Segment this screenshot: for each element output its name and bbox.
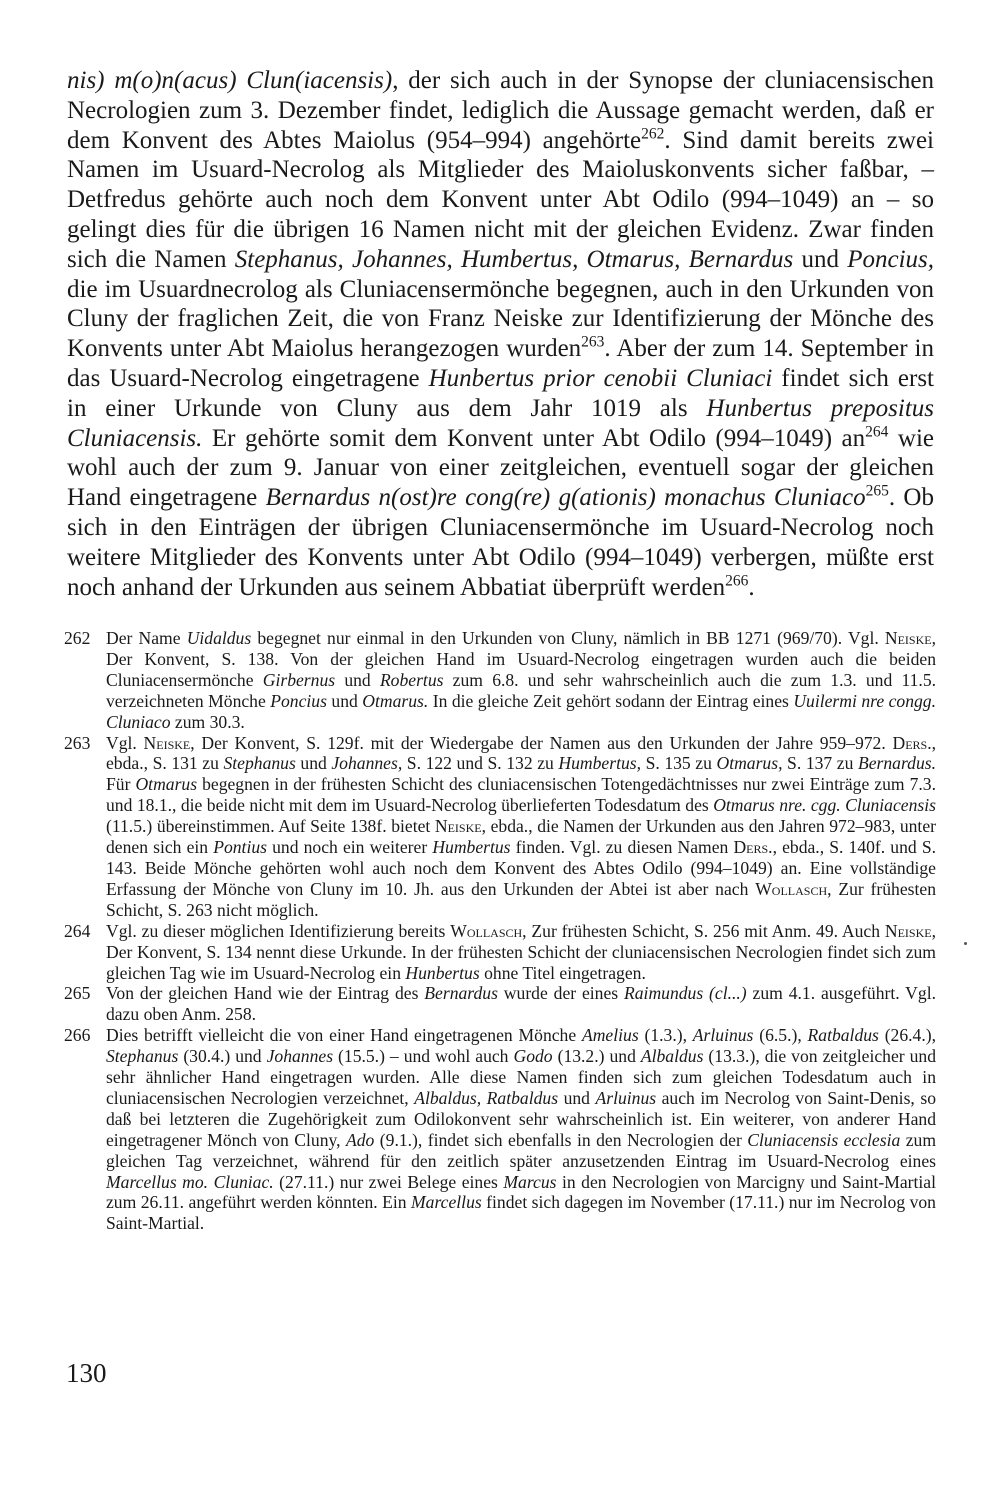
text-run: , Der Konvent, S. 138. Von der gleichen Hand im Usuard-Necrolog eingetragen wurden auch die beiden Cluniacensermönche (106, 628, 936, 690)
italic-text: Johannes (266, 1046, 334, 1067)
text-run: ohne Titel eingetragen. (479, 962, 646, 983)
text-run: zum 4.1. ausgeführt. Vgl. dazu oben Anm. 258. (106, 983, 936, 1025)
text-run: (6.5.), (753, 1025, 808, 1046)
author-name: Neiske (143, 732, 191, 753)
footnote-266 (64, 1025, 936, 1234)
footnote-marker: 265 (865, 482, 889, 500)
italic-text: Otmarus, (716, 753, 783, 774)
italic-text: Marcellus mo. Cluniac. (106, 1171, 274, 1192)
footnote-263 (64, 733, 936, 921)
italic-text: nis) m(o)n(acus) Clun(iacensis) (67, 67, 393, 94)
author-name: Wollasch (755, 878, 828, 899)
text-run: Der Name (106, 628, 187, 648)
text-run: findet sich dagegen im November (17.11.) nur im Necrolog von Saint-Martial. (106, 1192, 936, 1234)
text-run: (9.1.), findet sich ebenfalls in den Necrologien der (374, 1129, 748, 1150)
text-run: Für (106, 774, 136, 795)
text-run: ., ebda., S. 131 zu (106, 732, 937, 774)
author-name: Neiske (884, 628, 932, 648)
italic-text: Bernardus (424, 983, 498, 1004)
text-run: , der sich auch in der Synopse der cluniacensischen Necrologien zum 3. Dezember findet, lediglich die Aussage gemacht werden, daß er dem Konvent des Abtes Maiolus (954–994) angehörte (67, 67, 934, 154)
text-run: Vgl. zu dieser möglichen Identifizierung bereits (106, 920, 451, 941)
italic-text: Otmarus nre. cgg. Cluniacensis (713, 795, 936, 816)
italic-text: Otmarus (135, 774, 198, 795)
footnote-number: 263 (64, 732, 91, 753)
italic-text: Marcellus (411, 1192, 482, 1213)
italic-text: Cluniacensis ecclesia (747, 1129, 901, 1150)
text-run: wie wohl auch der zum 9. Januar von einer zeitgleichen, eventuell sogar der gleichen Hand eingetragene (67, 424, 934, 512)
author-name: Neiske (884, 920, 932, 941)
footnote-marker: 262 (641, 124, 665, 142)
text-run: (11.5.) übereinstimmen. Auf Seite 138f. bietet (106, 816, 435, 837)
footnote-265 (64, 983, 936, 1025)
text-run: zum 6.8. und sehr wahrscheinlich auch die zum 1.3. und 11.5. verzeichneten Mönche (106, 669, 937, 711)
italic-text: Stephanus, Johannes, Humbertus, Otmarus, Bernardus (234, 245, 794, 273)
text-run: S. 135 zu (641, 753, 717, 774)
text-run: (27.11.) nur zwei Belege eines (273, 1171, 504, 1192)
text-run: In die gleiche Zeit gehört sodann der Eintrag eines (428, 690, 794, 711)
italic-text: Otmarus. (362, 690, 429, 711)
text-run: und (793, 245, 848, 273)
text-run: Dies betrifft vielleicht die von einer Hand eingetragenen Mönche (106, 1025, 582, 1046)
text-run: . (748, 573, 755, 601)
text-run: und (295, 753, 332, 774)
text-run: , Der Konvent, S. 134 nennt diese Urkunde. In der frühesten Schicht der cluniacensischen Necrologien findet sich zum gleichen Tag wie im Usuard-Necrolog ein (106, 920, 936, 983)
text-run: finden. Vgl. zu diesen Namen (510, 837, 734, 858)
footnote-marker: 264 (865, 422, 889, 440)
text-run: , Zur frühesten Schicht, S. 256 mit Anm. 49. Auch (522, 920, 885, 941)
text-run: (13.2.) und (552, 1046, 641, 1067)
text-run: (15.5.) – und wohl auch (333, 1046, 514, 1067)
paragraph (67, 66, 934, 602)
italic-text: Arluinus (595, 1087, 657, 1108)
author-name: Ders (892, 732, 928, 753)
italic-text: Uuilermi nre congg. Cluniaco (106, 690, 936, 732)
footnote-number: 265 (64, 983, 91, 1004)
text-run: in den Necrologien von Marcigny und Saint-Martial zum 26.11. angeführt werden könnten. Ein (106, 1171, 936, 1213)
italic-text: Johannes, (331, 753, 403, 774)
italic-text: Robertus (379, 669, 444, 690)
italic-text: Pontius (213, 837, 267, 858)
text-run: ., ebda., S. 140f. und S. 143. Beide Mönche gehörten wohl auch noch dem Konvent des Abtes Odilo (994–1049) an. Eine vollständige Erfassung der Mönche von Cluny im 10. Jh. aus den Urkunden der Abtei ist aber nach (106, 837, 937, 899)
italic-text: Raimundus (cl...) (624, 983, 747, 1004)
text-run: . Aber der zum 14. September in das Usuard-Necrolog eingetragene (67, 335, 934, 392)
footnote-marker: 263 (581, 333, 605, 351)
text-run: S. 137 zu (782, 753, 858, 774)
italic-text: Stephanus (106, 1046, 179, 1067)
text-run: und (335, 669, 380, 690)
text-run: (26.4.), (878, 1025, 937, 1046)
italic-text: Humbertus, (558, 753, 641, 774)
italic-text: Marcus (503, 1171, 557, 1192)
italic-text: Girbernus (262, 669, 336, 690)
text-run: Von der gleichen Hand wie der Eintrag des (106, 983, 425, 1004)
italic-text: Albaldus, Ratbaldus (414, 1087, 559, 1108)
italic-text: Arluinus (692, 1025, 754, 1046)
text-run: und (558, 1087, 596, 1108)
italic-text: Poncius, (847, 245, 934, 273)
scan-speck (964, 942, 967, 945)
page-number: 130 (66, 1358, 107, 1388)
text-run: Er gehörte somit dem Konvent unter Abt Odilo (994–1049) an (202, 424, 866, 452)
italic-text: Ratbaldus (807, 1025, 879, 1046)
text-run: findet sich erst in einer Urkunde von Cluny aus dem Jahr 1019 als (67, 364, 935, 422)
author-name: Ders (733, 837, 769, 858)
text-run: auch im Necrolog von Saint-Denis, so daß bei letzteren die Zugehörigkeit zum Odilokonvent sehr wahrscheinlich ist. Ein weiterer, von anderer Hand eingetragener Mönch von Cluny, (106, 1087, 936, 1150)
text-run: zum gleichen Tag verzeichnet, während für den zeitlich später anzusetzenden Eintrag im Usuard-Necrolog eines (106, 1129, 937, 1171)
text-run: und noch ein weiterer (266, 837, 433, 858)
italic-text: Ado (346, 1129, 375, 1150)
text-run: , ebda., die Namen der Urkunden aus den Jahren 972–983, unter denen sich ein (106, 816, 936, 858)
text-run: und (326, 690, 363, 711)
text-run: S. 122 und S. 132 zu (402, 753, 559, 774)
italic-text: Godo (513, 1046, 553, 1067)
footnote-262 (64, 628, 936, 733)
text-run: (30.4.) und (178, 1046, 267, 1067)
footnote-264 (64, 921, 936, 984)
footnote-number: 266 (64, 1025, 91, 1046)
footnote-number: 262 (64, 628, 91, 648)
text-run: (1.3.), (638, 1025, 693, 1046)
italic-text: Stephanus (223, 753, 296, 774)
italic-text: Poncius (270, 690, 327, 711)
italic-text: Hunbertus prepositus Cluniacensis. (67, 394, 935, 452)
text-run: die im Usuardnecrolog als Cluniacensermönche begegnen, auch in den Urkunden von Cluny der fraglichen Zeit, die von Franz Neiske zur Identifizierung der Mönche des Konvents unter Abt Maiolus herangezogen wurden (67, 275, 934, 363)
footnotes (64, 628, 936, 1234)
text-run: (13.3.), die von zeitgleicher und sehr ähnlicher Hand eingetragen wurden. Alle diese Namen finden sich zum gleichen Todesdatum auch in cluniacensischen Necrologien verzeichnet, (106, 1046, 936, 1108)
text-run: begegnen in der frühesten Schicht des cluniacensischen Totengedächtnisses nur zwei Einträge zum 7.3. und 18.1., die beide nicht mit dem im Usuard-Necrolog überlieferten Todesdatum des (106, 774, 936, 816)
italic-text: Amelius (581, 1025, 639, 1046)
italic-text: Uidaldus (186, 628, 252, 648)
footnote-marker: 266 (725, 571, 749, 589)
text-run: zum 30.3. (170, 711, 245, 732)
italic-text: Bernardus. (857, 753, 936, 774)
italic-text: Hunbertus (405, 962, 480, 983)
text-run: begegnet nur einmal in den Urkunden von Cluny, nämlich in BB 1271 (969/70). Vgl. (251, 628, 885, 648)
footnote-number: 264 (64, 920, 91, 941)
main-text (67, 66, 934, 602)
text-run: Vgl. (106, 732, 144, 753)
text-run: wurde der eines (497, 983, 625, 1004)
text-run: . Ob sich in den Einträgen der übrigen Cluniacensermönche im Usuard-Necrolog noch weitere Mitglieder des Konvents unter Abt Odilo (994–1049) verbergen, müßte erst noch anhand der Urkunden aus seinem Abbatiat überprüft werden (67, 484, 934, 601)
italic-text: Humbertus (432, 837, 511, 858)
italic-text: Albaldus (640, 1046, 704, 1067)
author-name: Wollasch (450, 920, 523, 941)
text-run: , Der Konvent, S. 129f. mit der Wiedergabe der Namen aus den Urkunden der Jahre 959–972. (190, 732, 893, 753)
italic-text: Hunbertus prior cenobii Cluniaci (428, 364, 773, 392)
text-run: , Zur frühesten Schicht, S. 263 nicht möglich. (106, 878, 937, 920)
author-name: Neiske (434, 816, 482, 837)
text-run: . Sind damit bereits zwei Namen im Usuard-Necrolog als Mitglieder des Maioluskonvents sicher faßbar, – Detfredus gehörte auch noch dem Konvent unter Abt Odilo (994–1049) an – so gelingt dies für die übrigen 16 Namen nicht mit der gleichen Evidenz. Zwar finden sich die Namen (67, 126, 934, 273)
italic-text: Bernardus n(ost)re cong(re) g(ationis) monachus Cluniaco (265, 484, 866, 512)
